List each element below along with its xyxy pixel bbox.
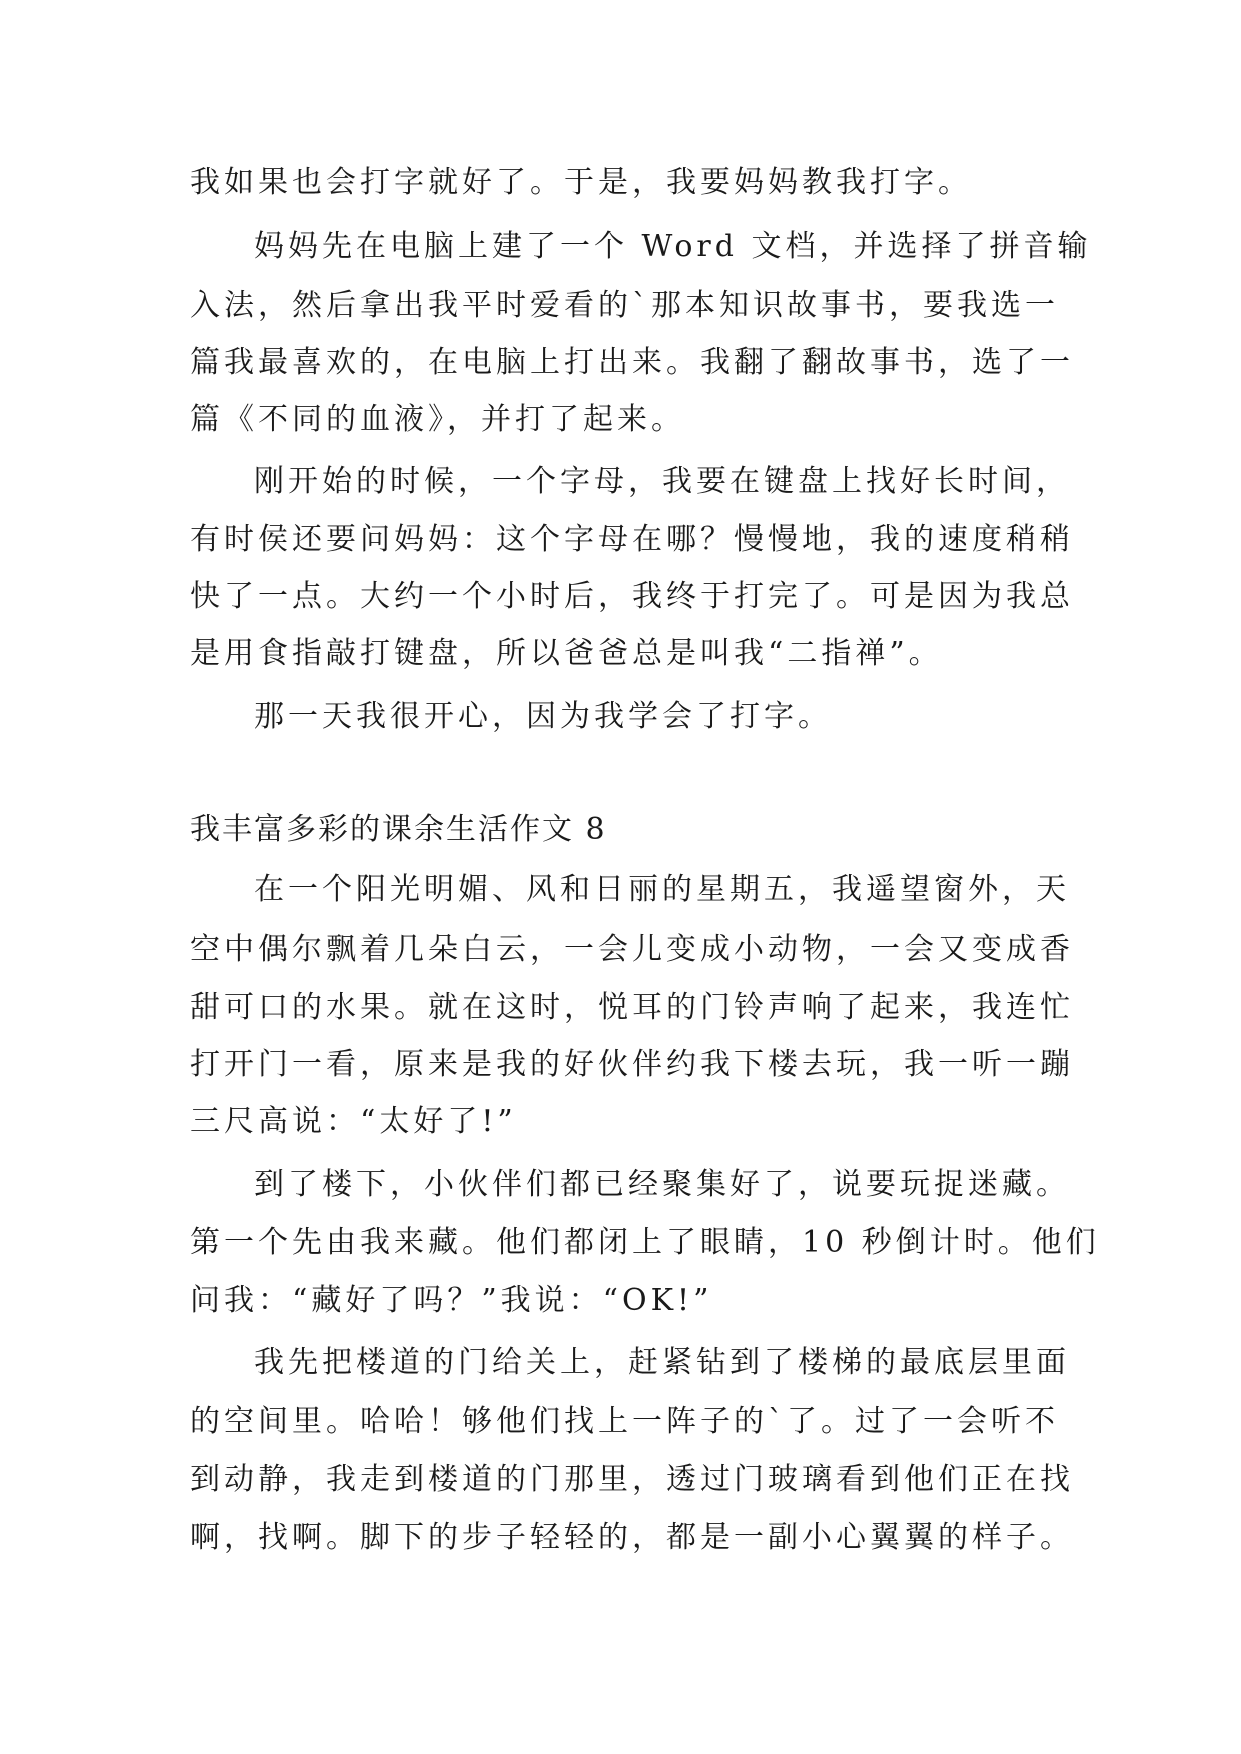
text-line: 的空间里。哈哈！够他们找上一阵子的`了。过了一会听不 (190, 1404, 1059, 1439)
paragraph-first-line: 到了楼下，小伙伴们都已经聚集好了，说要玩捉迷藏。 (254, 1167, 1070, 1202)
text-line: 有时侯还要问妈妈：这个字母在哪？慢慢地，我的速度稍稍 (190, 522, 1074, 557)
text-line: 三尺高说：“太好了!” (190, 1104, 517, 1139)
text-line: 我如果也会打字就好了。于是，我要妈妈教我打字。 (190, 165, 972, 200)
text-line: 甜可口的水果。就在这时，悦耳的门铃声响了起来，我连忙 (190, 990, 1074, 1025)
text-line: 是用食指敲打键盘，所以爸爸总是叫我“二指禅”。 (190, 636, 943, 671)
paragraph-first-line: 在一个阳光明媚、风和日丽的星期五，我遥望窗外，天 (254, 872, 1070, 907)
text-line: 快了一点。大约一个小时后，我终于打完了。可是因为我总 (190, 579, 1074, 614)
paragraph-first-line: 妈妈先在电脑上建了一个 Word 文档，并选择了拼音输 (254, 229, 1092, 264)
paragraph-first-line: 我先把楼道的门给关上，赶紧钻到了楼梯的最底层里面 (254, 1345, 1070, 1380)
text-line: 篇我最喜欢的，在电脑上打出来。我翻了翻故事书，选了一 (190, 345, 1074, 380)
text-line: 到动静，我走到楼道的门那里，透过门玻璃看到他们正在找 (190, 1462, 1074, 1497)
text-line: 空中偶尔飘着几朵白云，一会儿变成小动物，一会又变成香 (190, 932, 1074, 967)
paragraph-first-line: 刚开始的时候，一个字母，我要在键盘上找好长时间， (254, 464, 1070, 499)
section-heading: 我丰富多彩的课余生活作文 8 (190, 812, 607, 847)
text-line: 入法，然后拿出我平时爱看的`那本知识故事书，要我选一 (190, 288, 1059, 323)
text-line: 打开门一看，原来是我的好伙伴约我下楼去玩，我一听一蹦 (190, 1047, 1074, 1082)
text-line: 问我：“藏好了吗？”我说：“OK!” (190, 1283, 713, 1318)
text-line: 篇《不同的血液》，并打了起来。 (190, 402, 685, 437)
text-line: 第一个先由我来藏。他们都闭上了眼睛，10 秒倒计时。他们 (190, 1225, 1100, 1260)
paragraph-first-line: 那一天我很开心，因为我学会了打字。 (254, 699, 832, 734)
text-line: 啊，找啊。脚下的步子轻轻的，都是一副小心翼翼的样子。 (190, 1520, 1074, 1555)
